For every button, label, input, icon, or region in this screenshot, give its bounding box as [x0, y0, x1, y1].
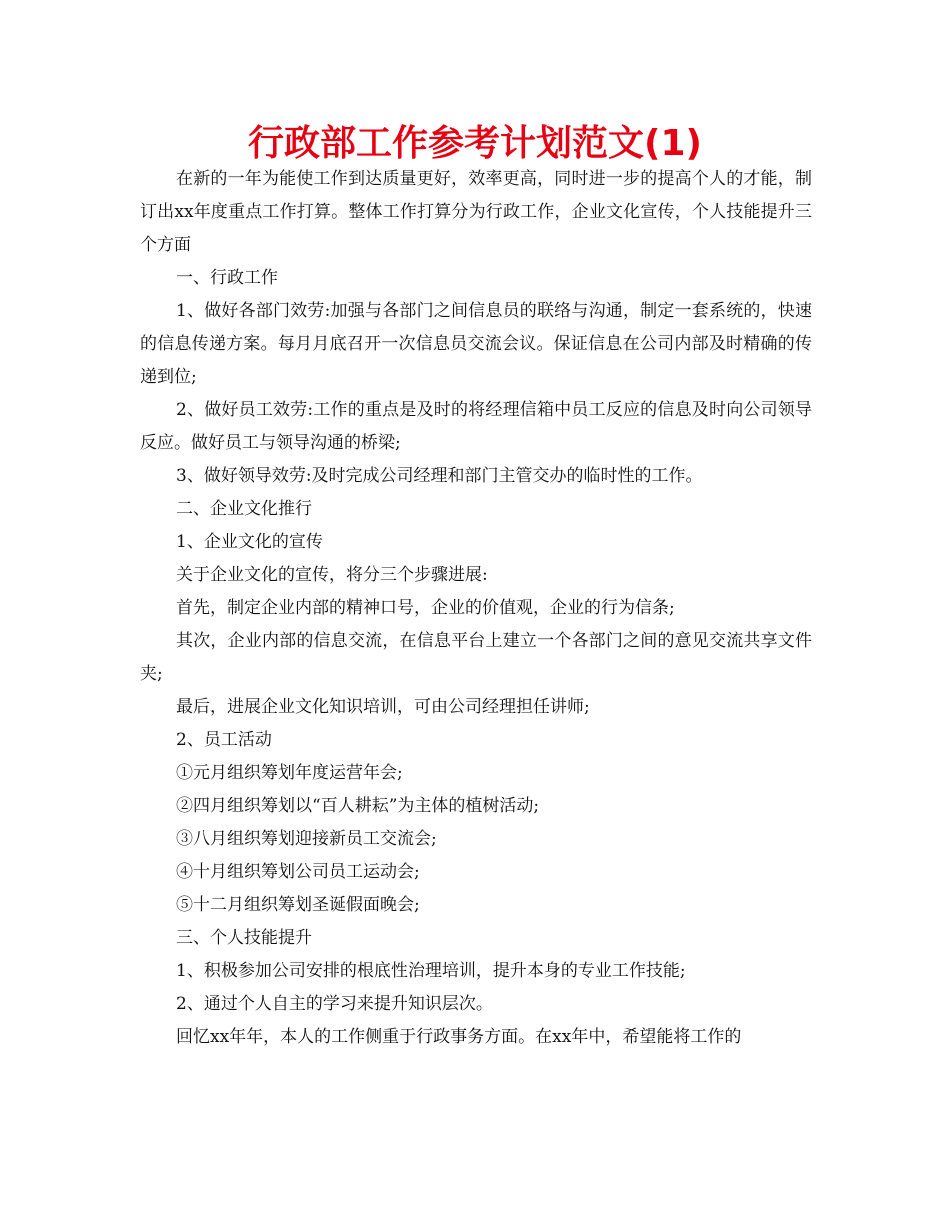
subsection-heading: 1、企业文化的宣传	[176, 532, 323, 552]
paragraph: 3、做好领导效劳:及时完成公司经理和部门主管交办的临时性的工作。	[176, 466, 703, 486]
paragraph: 2、做好员工效劳:工作的重点是及时的将经理信箱中员工反应的信息及时向公司领导反应。做好员工与领导沟通的桥梁;	[140, 400, 812, 453]
section-heading: 二、企业文化推行	[176, 499, 312, 519]
section-heading: 三、个人技能提升	[176, 928, 312, 948]
paragraph: 回忆xx年年，本人的工作侧重于行政事务方面。在xx年中，希望能将工作的	[176, 1027, 742, 1047]
document-title: 行政部工作参考计划范文(1)	[248, 123, 702, 164]
section-heading: 一、行政工作	[176, 268, 278, 288]
subsection-heading: 2、员工活动	[176, 730, 272, 750]
paragraph: 首先，制定企业内部的精神口号，企业的价值观，企业的行为信条;	[176, 598, 675, 618]
document-body	[140, 163, 812, 1054]
paragraph: 其次，企业内部的信息交流，在信息平台上建立一个各部门之间的意见交流共享文件夹;	[140, 631, 812, 684]
list-item: ④十月组织筹划公司员工运动会;	[176, 862, 420, 882]
paragraph: 1、积极参加公司安排的根底性治理培训，提升本身的专业工作技能;	[176, 961, 686, 981]
paragraph: 1、做好各部门效劳:加强与各部门之间信息员的联络与沟通，制定一套系统的，快速的信息传递方案。每月月底召开一次信息员交流会议。保证信息在公司内部及时精确的传递到位;	[140, 301, 812, 387]
paragraph: 最后，进展企业文化知识培训，可由公司经理担任讲师;	[176, 697, 590, 717]
list-item: ②四月组织筹划以“百人耕耘”为主体的植树活动;	[176, 796, 540, 816]
list-item: ③八月组织筹划迎接新员工交流会;	[176, 829, 437, 849]
list-item: ①元月组织筹划年度运营年会;	[176, 763, 403, 783]
paragraph: 在新的一年为能使工作到达质量更好，效率更高，同时进一步的提高个人的才能，制订出xx年度重点工作打算。整体工作打算分为行政工作，企业文化宣传，个人技能提升三个方面	[140, 169, 812, 255]
list-item: ⑤十二月组织筹划圣诞假面晚会;	[176, 895, 420, 915]
paragraph: 关于企业文化的宣传，将分三个步骤进展:	[176, 565, 488, 585]
paragraph: 2、通过个人自主的学习来提升知识层次。	[176, 994, 493, 1014]
